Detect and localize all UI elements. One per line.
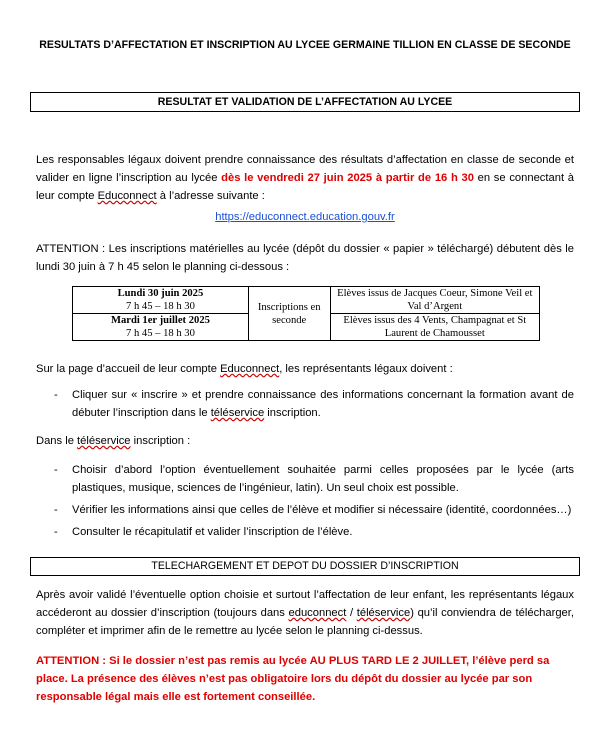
dossier-paragraph: Après avoir validé l’éventuelle option choisie et surtout l’affectation de leur enfant, les représentants légaux accéderont au dossier d’inscription (toujours dans educonnect / téléservice) qu’il conviendra de télécharger, compléter et imprimer afin de le remettre au lycée selon le planning ci-dessus. [36,589,574,637]
accueil-paragraph: Sur la page d’accueil de leur compte Educonnect, les représentants légaux doivent : [36,363,453,375]
list-item: - Cliquer sur « inscrire » et prendre connaissance des informations concernant la formation avant de débuter l’inscription dans le téléservice inscription. [54,389,574,419]
section-header-resultat: RESULTAT ET VALIDATION DE L’AFFECTATION AU LYCEE [30,92,580,112]
educonnect-link-row [0,211,610,223]
schedule-row2-hours: 7 h 45 – 18 h 30 [126,328,195,339]
schedule-row2-date: Mardi 1er juillet 2025 [110,315,210,326]
section-header-telechargement: TELECHARGEMENT ET DEPOT DU DOSSIER D’INSCRIPTION [30,557,580,576]
list-item: - Vérifier les informations ainsi que celles de l’élève et modifier si nécessaire (identité, coordonnées…) [54,504,572,516]
intro-paragraph: Les responsables légaux doivent prendre connaissance des résultats d’affectation en classe de seconde et valider en ligne l’inscription au lycée dès le vendredi 27 juin 2025 à partir de 16 h 30 en se connectant à leur compte Educonnect à l’adresse suivante : [36,154,574,202]
accueil-bullets [54,386,574,426]
schedule-row1-hours: 7 h 45 – 18 h 30 [126,301,195,312]
list-item: - Consulter le récapitulatif et valider l’inscription de l’élève. [54,526,353,538]
page-title: RESULTATS D’AFFECTATION ET INSCRIPTION AU LYCEE GERMAINE TILLION EN CLASSE DE SECONDE [39,39,571,51]
schedule-row2-students: Elèves issus des 4 Vents, Champagnat et St Laurent de Chamousset [330,314,539,341]
schedule-table [72,286,540,341]
list-item: - Choisir d’abord l’option éventuellement souhaitée parmi celles proposées par le lycée (arts plastiques, musique, sciences de l’ingénieur, latin). Un seul choix est possible. [54,464,574,494]
schedule-row1-date-cell [73,287,249,314]
educonnect-link[interactable]: https://educonnect.education.gouv.fr [215,211,395,223]
teleservice-paragraph: Dans le téléservice inscription : [36,435,191,447]
teleservice-bullets [54,461,574,545]
warning-paragraph: ATTENTION : Si le dossier n’est pas remis au lycée AU PLUS TARD LE 2 JUILLET, l’élève perd sa place. La présence des élèves n’est pas obligatoire lors du dépôt du dossier au lycée par son responsable légal mais elle est fortement conseillée. [36,655,550,703]
schedule-row1-students: Elèves issus de Jacques Coeur, Simone Veil et Val d’Argent [330,287,539,314]
attention-paragraph: ATTENTION : Les inscriptions matérielles au lycée (dépôt du dossier « papier » téléchargé) débutent dès le lundi 30 juin à 7 h 45 selon le planning ci-dessous : [36,243,574,273]
schedule-middle-cell: Inscriptions en seconde [248,287,330,341]
date-highlight: dès le vendredi 27 juin 2025 à partir de 16 h 30 [221,172,474,184]
schedule-row1-date: Lundi 30 juin 2025 [117,288,204,299]
schedule-row2-date-cell [73,314,249,341]
